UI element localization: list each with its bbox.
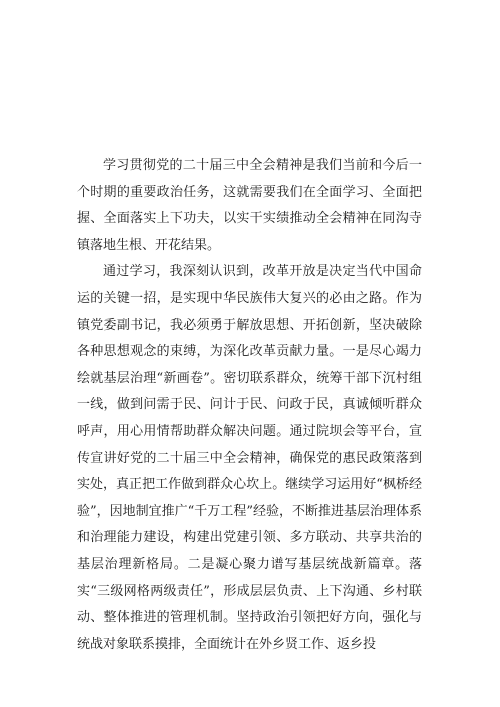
paragraph-2: 通过学习，我深刻认识到，改革开放是决定当代中国命运的关键一招，是实现中华民族伟大复兴的必由之路。作为镇党委副书记，我必须勇于解放思想、开拓创新，坚决破除各种思想观念的束缚，为深化改革贡献力量。一是尽心竭力绘就基层治理“新画卷”。密切联系群众，统筹干部下沉村组一线，做到问需于民、问计于民、问政于民，真诚倾听群众呼声，用心用情帮助群众解决问题。通过院坝会等平台，宣传宣讲好党的二十届三中全会精神，确保党的惠民政策落到实处，真正把工作做到群众心坎上。继续学习运用好“枫桥经验”，因地制宜推广“千万工程”经验，不断推进基层治理体系和治理能力建设，构建出党建引领、多方联动、共享共治的基层治理新格局。二是凝心聚力谱写基层统战新篇章。落实“三级网格两级责任”，形成层层负责、上下沟通、乡村联动、整体推进的管理机制。坚持政治引领把好方向，强化与统战对象联系摸排，全面统计在外乡贤工作、返乡投: [77, 264, 422, 652]
paragraph-1: 学习贯彻党的二十届三中全会精神是我们当前和今后一个时期的重要政治任务，这就需要我们在全面学习、全面把握、全面落实上下功夫，以实干实绩推动全会精神在同沟寺镇落地生根、开花结果。: [77, 158, 422, 253]
document-body: [77, 153, 422, 658]
